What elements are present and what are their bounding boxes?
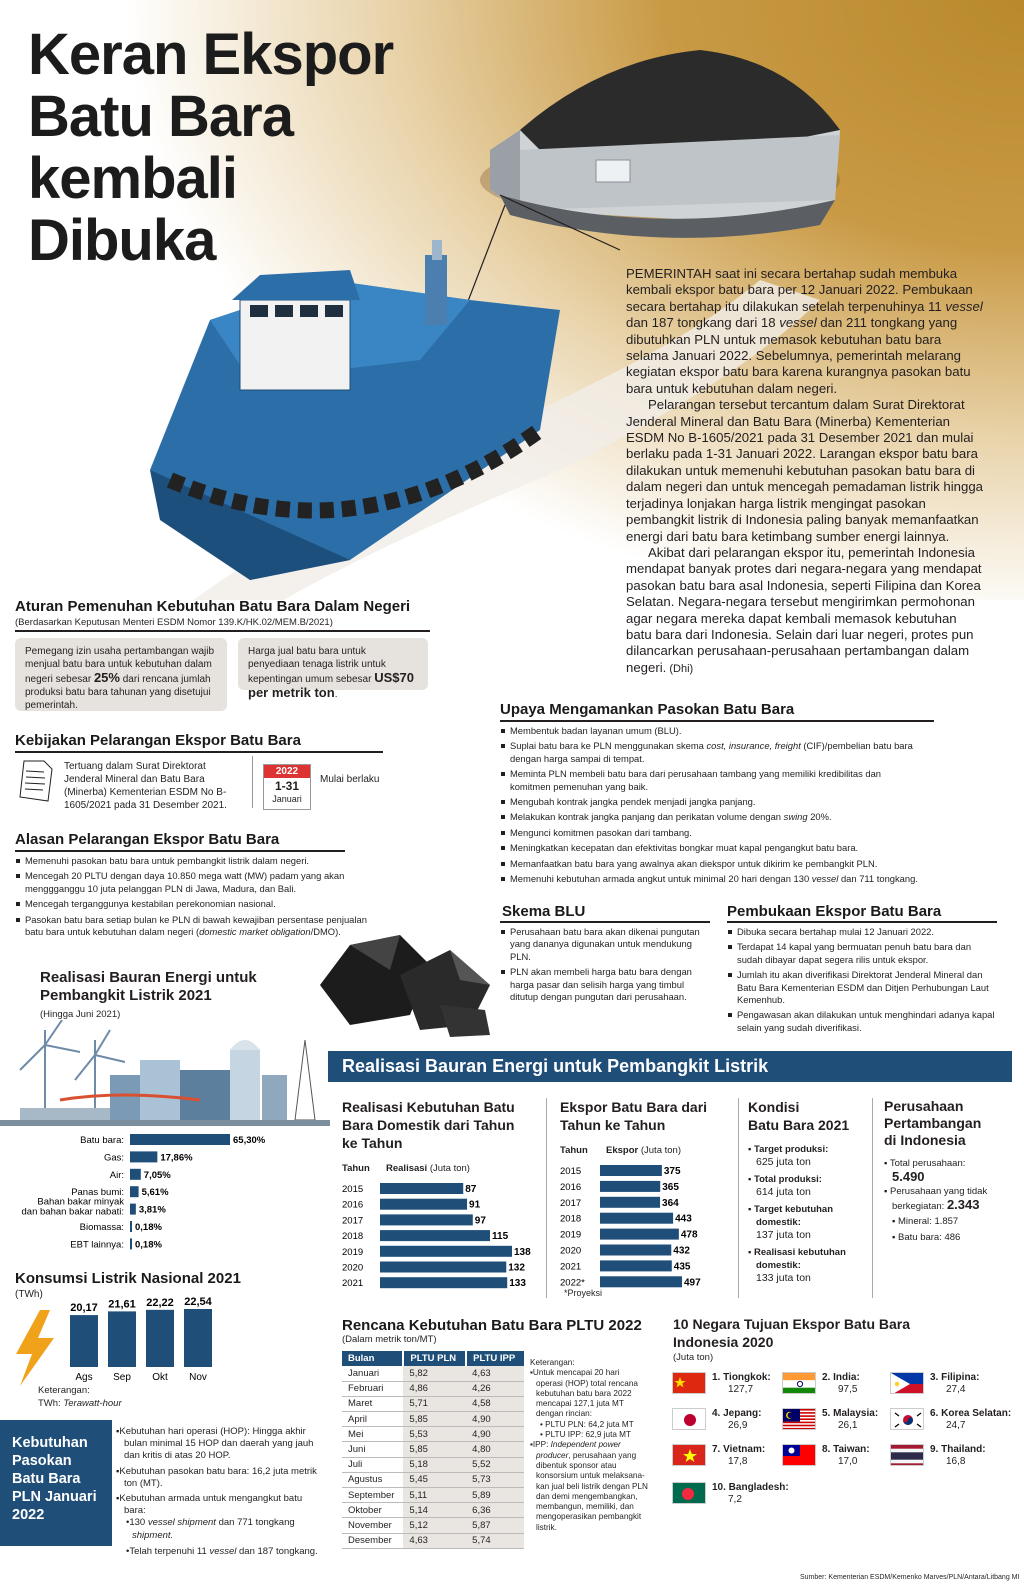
- mix-category-label: Batu bara:: [80, 1135, 124, 1146]
- flag-icon: [782, 1444, 816, 1466]
- list-item: ▪Kebutuhan pasokan batu bara: 16,2 juta metrik ton (MT).: [116, 1465, 317, 1489]
- bauran2021-title-line: Pembangkit Listrik 2021: [40, 987, 212, 1004]
- konsumsi-unit: (TWh): [15, 1289, 43, 1300]
- country-name: 4. Jepang:: [712, 1408, 762, 1419]
- table-cell-value: 5,45: [403, 1472, 466, 1487]
- ekspor-year-label: 2022*: [560, 1277, 585, 1288]
- negara-subtitle: (Juta ton): [673, 1352, 714, 1363]
- mix-value-label: 7,05%: [143, 1169, 171, 1181]
- table-cell-value: 5,52: [466, 1457, 524, 1472]
- table-cell-value: 4,80: [466, 1442, 524, 1457]
- article-body: [626, 266, 984, 677]
- kondisi-title-line: Batu Bara 2021: [748, 1117, 850, 1133]
- country-value: 16,8: [946, 1456, 966, 1467]
- konsumsi-value-label: 21,61: [108, 1298, 136, 1311]
- kondisi-value: 133 juta ton: [756, 1272, 811, 1284]
- kondisi-value: 614 juta ton: [756, 1186, 811, 1198]
- list-item: ▪Kebutuhan armada untuk mengangkut batu bara:: [116, 1493, 303, 1517]
- table-cell-month: September: [342, 1488, 403, 1503]
- perusahaan-mineral: ▪ Mineral: 1.857: [892, 1216, 959, 1227]
- ekspor-bar: [600, 1197, 660, 1208]
- table-cell-month: Agustus: [342, 1472, 403, 1487]
- domestik-bar: [380, 1262, 506, 1273]
- country-name: 7. Vietnam:: [712, 1444, 766, 1455]
- ekspor-value-label: 364: [662, 1197, 679, 1209]
- ekspor-col-tahun: Tahun: [560, 1145, 588, 1156]
- divider: [15, 850, 345, 852]
- domestik-value-label: 132: [508, 1262, 525, 1274]
- country-value: 17,8: [728, 1456, 748, 1467]
- kondisi-label: ▪ Target kebutuhan domestik:: [748, 1204, 834, 1228]
- mix-bar: [130, 1186, 139, 1197]
- table-row: [342, 1366, 524, 1381]
- ekspor-bar: [600, 1245, 671, 1256]
- rencana-title: Rencana Kebutuhan Batu Bara PLTU 2022: [342, 1317, 642, 1334]
- list-item: Mengunci komitmen pasokan dari tambang.: [500, 827, 920, 839]
- table-cell-value: 5,11: [403, 1488, 466, 1503]
- konsumsi-bar: [146, 1310, 174, 1367]
- table-cell-month: November: [342, 1518, 403, 1533]
- table-cell-value: 5,74: [466, 1533, 524, 1548]
- country-name: 9. Thailand:: [930, 1444, 986, 1455]
- flag-icon: [890, 1372, 924, 1394]
- ekspor-year-label: 2020: [560, 1245, 582, 1257]
- ekspor-bar: [600, 1229, 679, 1240]
- blu-title: Skema BLU: [502, 903, 586, 920]
- pembukaan-list: [727, 926, 999, 1037]
- mix-bar: [130, 1134, 230, 1145]
- list-item: Melakukan kontrak jangka panjang dan perikatan volume dengan swing 20%.: [500, 811, 920, 823]
- table-cell-value: 4,86: [403, 1381, 466, 1396]
- table-cell-value: 4,26: [466, 1381, 524, 1396]
- list-item: Pasokan batu bara setiap bulan ke PLN di bawah kewajiban persentase penjualan batu bara untuk kebutuhan dalam negeri (domestic market obligation/DMO).: [15, 914, 375, 939]
- divider: [15, 751, 383, 753]
- table-cell-value: 5,89: [466, 1488, 524, 1503]
- konsumsi-chart: [60, 1295, 240, 1390]
- domestik-value-label: 91: [469, 1199, 481, 1211]
- blu-list: [500, 926, 708, 1006]
- country-name: 3. Filipina:: [930, 1372, 980, 1383]
- table-cell-value: 4,63: [403, 1533, 466, 1548]
- domestik-bar: [380, 1230, 490, 1241]
- negara-title-line: Indonesia 2020: [673, 1334, 774, 1350]
- flag-icon: [672, 1372, 706, 1394]
- perusahaan-batubara: ▪ Batu bara: 486: [892, 1231, 961, 1243]
- divider: [500, 921, 710, 923]
- calendar-month: Januari: [272, 794, 302, 804]
- table-cell-month: Juli: [342, 1457, 403, 1472]
- divider: [252, 756, 253, 808]
- mix-value-label: 0,18%: [135, 1239, 162, 1251]
- konsumsi-month-label: Ags: [75, 1372, 93, 1383]
- table-cell-value: 5,71: [403, 1396, 466, 1411]
- ekspor-bar: [600, 1276, 682, 1287]
- domestik-col-tahun: Tahun: [342, 1163, 370, 1174]
- source-credit: Sumber: Kementerian ESDM/Kemenko Marves/PLN/Antara/Litbang MI: [800, 1574, 1020, 1581]
- list-item: Memenuhi kebutuhan armada angkut untuk minimal 20 hari dengan 130 vessel dan 711 tongkang.: [500, 873, 920, 885]
- kondisi-title: [748, 1098, 849, 1134]
- country-value: 17,0: [838, 1456, 858, 1467]
- kondisi-value: 137 juta ton: [756, 1229, 811, 1241]
- divider: [500, 720, 934, 722]
- aturan-box-dmo: Pemegang izin usaha pertambangan wajib menjual batu bara untuk kebutuhan dalam negeri sebesar 25% dari rencana jumlah produksi batu bara tahunan yang disetujui pemerintah.: [15, 638, 227, 711]
- table-cell-value: 5,85: [403, 1412, 466, 1427]
- country-value: 27,4: [946, 1384, 966, 1395]
- ekspor-value-label: 365: [662, 1181, 679, 1193]
- perusahaan-title: [884, 1098, 981, 1149]
- ekspor-year-label: 2021: [560, 1261, 582, 1273]
- domestik-bar: [380, 1246, 512, 1257]
- mix-bar: [130, 1221, 132, 1232]
- table-cell-value: 5,82: [403, 1366, 466, 1381]
- table-cell-value: 5,87: [466, 1518, 524, 1533]
- kondisi-value: 625 juta ton: [756, 1156, 811, 1168]
- table-row: [342, 1396, 524, 1411]
- lightning-icon: [10, 1308, 60, 1388]
- domestik-year-label: 2015: [342, 1184, 364, 1195]
- ekspor-value-label: 435: [673, 1261, 691, 1273]
- perusahaan-title-line: di Indonesia: [884, 1132, 966, 1148]
- table-header: PLTU IPP: [466, 1351, 524, 1366]
- country-value: 24,7: [946, 1420, 966, 1431]
- konsumsi-bar: [108, 1311, 136, 1367]
- table-cell-value: 5,14: [403, 1503, 466, 1518]
- divider: [727, 921, 997, 923]
- table-cell-value: 4,90: [466, 1412, 524, 1427]
- keterangan-sub-item: • PLTU IPP: 62,9 juta MT: [540, 1430, 632, 1440]
- mix-value-label: 65,30%: [233, 1135, 266, 1146]
- list-sub-item: •130 vessel shipment dan 771 tongkang shipment.: [126, 1517, 295, 1541]
- title-line-1: Keran Ekspor: [28, 22, 394, 87]
- upaya-title: Upaya Mengamankan Pasokan Batu Bara: [500, 701, 795, 718]
- konsumsi-bar: [70, 1315, 98, 1367]
- konsumsi-month-label: Sep: [113, 1372, 131, 1383]
- calendar-icon: [263, 764, 311, 810]
- aturan-box-harga: Harga jual batu bara untuk penyediaan tenaga listrik untuk kepentingan umum sebesar US$70 per metrik ton.: [238, 638, 428, 690]
- flag-icon: [890, 1444, 924, 1466]
- table-cell-month: Oktober: [342, 1503, 403, 1518]
- table-cell-value: 5,85: [403, 1442, 466, 1457]
- table-row: [342, 1488, 524, 1503]
- mix-bar: [130, 1238, 132, 1249]
- konsumsi-title: Konsumsi Listrik Nasional 2021: [15, 1270, 241, 1287]
- list-item: Membentuk badan layanan umum (BLU).: [500, 725, 920, 737]
- konsumsi-bar: [184, 1309, 212, 1367]
- table-cell-value: 4,58: [466, 1396, 524, 1411]
- table-row: [342, 1412, 524, 1427]
- title-line-4: Dibuka: [28, 208, 216, 273]
- table-header: Bulan: [342, 1351, 403, 1366]
- table-cell-month: Maret: [342, 1396, 403, 1411]
- mix-category-label: Panas bumi:: [71, 1187, 124, 1199]
- divider: [872, 1098, 873, 1298]
- list-item: Suplai batu bara ke PLN menggunakan skema cost, insurance, freight (CIF)/pembelian batu bara dengan harga sampai di tempat.: [500, 740, 920, 765]
- domestik-year-label: 2018: [342, 1231, 364, 1243]
- table-cell-month: Februari: [342, 1381, 403, 1396]
- mix-value-label: 0,18%: [135, 1222, 162, 1233]
- keterangan-item: ▪Untuk mencapai 20 hari operasi (HOP) total rencana kebutuhan batu bara 2022 mencapai 127,1 juta MT dengan rincian:: [530, 1368, 638, 1419]
- domestik-value-label: 133: [509, 1278, 526, 1290]
- konsumsi-month-label: Nov: [189, 1372, 207, 1383]
- ekspor-value-label: 375: [663, 1166, 681, 1177]
- rencana-keterangan: [530, 1358, 648, 1533]
- keterangan-text: TWh: Terawatt-hour: [38, 1398, 122, 1409]
- ekspor-bar: [600, 1181, 660, 1192]
- domestik-value-label: 115: [492, 1231, 509, 1243]
- table-row: [342, 1503, 524, 1518]
- ekspor-year-label: 2016: [560, 1181, 582, 1193]
- mix-category-label: Biomassa:: [79, 1222, 124, 1233]
- flag-icon: [672, 1444, 706, 1466]
- coal-image: [310, 925, 500, 1040]
- list-item: Pengawasan akan dilakukan untuk menghindari adanya kapal selain yang sudah diverifikasi.: [727, 1009, 999, 1034]
- country-name: 1. Tiongkok:: [712, 1372, 771, 1383]
- mix-category-label: EBT lainnya:: [70, 1239, 124, 1251]
- power-plant-illustration: [0, 1020, 330, 1130]
- list-item: Mengubah kontrak jangka pendek menjadi jangka panjang.: [500, 796, 920, 808]
- table-cell-month: Mei: [342, 1427, 403, 1442]
- article-paragraph-1: PEMERINTAH saat ini secara bertahap sudah membuka kembali ekspor batu bara per 12 Januari 2022. Pembukaan secara bertahap itu dilakukan setelah terpenuhinya 11 vessel dan 187 tongkang dari 18 vessel dan 211 tongkang yang dibutuhkan PLN untuk memasok kebutuhan batu bara selama Januari 2022. Sebelumnya, pemerintah melarang kegiatan ekspor batu bara karena kurangnya pasokan batu bara untuk kebutuhan dalam negeri.: [626, 266, 983, 396]
- table-row: [342, 1442, 524, 1457]
- list-item: Meminta PLN membeli batu bara dari perusahaan tambang yang memiliki kredibilitas dan komitmen pemenuhan yang baik.: [500, 768, 920, 793]
- title-line-2: Batu Bara: [28, 84, 293, 149]
- domestik-title: [342, 1098, 515, 1152]
- table-row: [342, 1518, 524, 1533]
- mix-value-label: 5,61%: [141, 1187, 169, 1199]
- list-item: Memanfaatkan batu bara yang awalnya akan diekspor untuk dikirim ke pembangkit PLN.: [500, 858, 920, 870]
- flag-icon: [782, 1408, 816, 1430]
- document-icon: [18, 759, 54, 803]
- konsumsi-value-label: 22,54: [184, 1296, 212, 1308]
- perusahaan-total: 5.490: [892, 1168, 925, 1184]
- upaya-list: [500, 725, 920, 888]
- table-row: [342, 1381, 524, 1396]
- ekspor-value-label: 478: [680, 1229, 698, 1241]
- kebijakan-text: Tertuang dalam Surat Direktorat Jenderal Mineral dan Batu Bara (Minerba) Kementerian ESDM No B-1605/2021 pada 31 Desember 2021.: [64, 761, 227, 811]
- mulai-berlaku: Mulai berlaku: [320, 774, 380, 785]
- list-item: Mencegah terganggunya kestabilan perekonomian nasional.: [15, 898, 375, 910]
- country-value: 26,9: [728, 1420, 748, 1431]
- domestik-year-label: 2020: [342, 1262, 364, 1274]
- keterangan-item: ▪IPP: Independent power producer, perusahaan yang dibentuk sponsor atau konsorsium untuk melaksana-kan jual beli listrik dengan PLN dan demi mengembangkan, membangun, memiliki, dan mengoperasikan pembangkit listrik.: [530, 1440, 648, 1532]
- bauran-banner: Realisasi Bauran Energi untuk Pembangkit Listrik: [328, 1051, 1012, 1082]
- alasan-title: Alasan Pelarangan Ekspor Batu Bara: [15, 831, 280, 848]
- ekspor-value-label: 443: [675, 1213, 692, 1225]
- article-paragraph-2: Pelarangan tersebut tercantum dalam Surat Direktorat Jenderal Mineral dan Batu Bara (Minerba) Kementerian ESDM No B-1605/2021 pada 31 Desember 2021 dan mulai berlaku pada 1-31 Januari 2022. Larangan ekspor batu bara dilakukan untuk memenuhi kebutuhan pasokan batu bara di dalam negeri dan untuk mencegah pemadaman listrik hingga terjadinya lonjakan harga listrik mengingat pasokan pembangkit listrik di Indonesia paling banyak memanfaatkan energi dari batu bara ketimbang sumber energi lainnya.: [626, 397, 984, 544]
- kondisi-list: [748, 1143, 868, 1285]
- aturan-subtitle: (Berdasarkan Keputusan Menteri ESDM Nomor 139.K/HK.02/MEM.B/2021): [15, 617, 333, 628]
- rencana-table: [342, 1351, 524, 1549]
- domestik-value-label: 138: [514, 1246, 531, 1258]
- kondisi-label: ▪ Total produksi:: [748, 1174, 822, 1185]
- domestik-title-line: ke Tahun: [342, 1135, 403, 1151]
- list-item: Memenuhi pasokan batu bara untuk pembangkit listrik dalam negeri.: [15, 855, 375, 867]
- ekspor-note: *Proyeksi: [564, 1288, 603, 1298]
- domestik-title-line: Realisasi Kebutuhan Batu: [342, 1099, 515, 1115]
- calendar-year: 2022: [264, 765, 310, 778]
- konsumsi-value-label: 20,17: [70, 1302, 98, 1315]
- table-cell-value: 4,63: [466, 1366, 524, 1381]
- domestik-bar: [380, 1199, 467, 1210]
- ekspor-year-label: 2019: [560, 1229, 582, 1241]
- ekspor-bar: [600, 1213, 673, 1224]
- country-name: 6. Korea Selatan:: [930, 1408, 1012, 1419]
- domestik-chart: [340, 1178, 540, 1290]
- country-value: 97,5: [838, 1384, 858, 1395]
- table-header: PLTU PLN: [403, 1351, 466, 1366]
- domestik-title-line: Bara Domestik dari Tahun: [342, 1117, 515, 1133]
- rencana-subtitle: (Dalam metrik ton/MT): [342, 1334, 437, 1345]
- country-name: 10. Bangladesh:: [712, 1482, 789, 1493]
- bauran2021-title: [40, 969, 257, 1005]
- bauran2021-title-line: Realisasi Bauran Energi untuk: [40, 969, 257, 986]
- kondisi-title-line: Kondisi: [748, 1099, 800, 1115]
- kondisi-label: ▪ Realisasi kebutuhan domestik:: [748, 1247, 846, 1271]
- table-cell-month: Desember: [342, 1533, 403, 1548]
- bauran2021-subtitle: (Hingga Juni 2021): [40, 1009, 121, 1020]
- ekspor-value-label: 497: [684, 1277, 701, 1288]
- kebijakan-title: Kebijakan Pelarangan Ekspor Batu Bara: [15, 732, 301, 749]
- table-cell-value: 5,18: [403, 1457, 466, 1472]
- negara-title-line: 10 Negara Tujuan Ekspor Batu Bara: [673, 1316, 911, 1332]
- energy-mix-chart: [0, 1128, 330, 1252]
- domestik-bar: [380, 1183, 463, 1194]
- flag-icon: [782, 1372, 816, 1394]
- ekspor-year-label: 2017: [560, 1197, 582, 1209]
- list-item: ▪Kebutuhan hari operasi (HOP): Hingga akhir bulan minimal 15 HOP dan daerah yang jauh dan kritis di atas 20 HOP.: [116, 1426, 314, 1462]
- domestik-value-label: 97: [474, 1215, 486, 1227]
- list-item: Dibuka secara bertahap mulai 12 Januari 2022.: [727, 926, 999, 938]
- ekspor-value-label: 432: [673, 1245, 690, 1257]
- flag-icon: [890, 1408, 924, 1430]
- perusahaan-title-line: Pertambangan: [884, 1115, 982, 1131]
- divider: [15, 630, 430, 632]
- domestik-bar: [380, 1277, 507, 1288]
- keterangan-sub-item: • PLTU PLN: 64,2 juta MT: [540, 1419, 634, 1429]
- ekspor-col-ekspor: Ekspor (Juta ton): [606, 1145, 681, 1156]
- pln-title: Kebutuhan Pasokan Batu Bara PLN Januari 2022: [0, 1420, 112, 1546]
- perusahaan-list: [884, 1158, 1014, 1244]
- ekspor-title: [560, 1098, 707, 1134]
- aturan-title: Aturan Pemenuhan Kebutuhan Batu Bara Dalam Negeri: [15, 598, 411, 615]
- konsumsi-keterangan: [38, 1384, 122, 1410]
- ekspor-bar: [600, 1260, 672, 1271]
- domestik-year-label: 2016: [342, 1199, 364, 1211]
- table-header-row: [342, 1351, 524, 1366]
- domestik-year-label: 2019: [342, 1246, 364, 1258]
- mix-bar: [130, 1204, 136, 1215]
- pembukaan-title: Pembukaan Ekspor Batu Bara: [727, 903, 942, 920]
- domestik-year-label: 2017: [342, 1215, 364, 1227]
- mix-value-label: 17,86%: [160, 1152, 193, 1164]
- konsumsi-value-label: 22,22: [146, 1296, 174, 1309]
- table-cell-value: 5,73: [466, 1472, 524, 1487]
- flag-icon: [672, 1408, 706, 1430]
- divider: [546, 1098, 547, 1298]
- table-cell-value: 5,53: [403, 1427, 466, 1442]
- article-paragraph-3: Akibat dari pelarangan ekspor itu, pemerintah Indonesia mendapat banyak protes dari negara-negara yang mendapat pasokan batu bara asal Indonesia, seperti Filipina dan Korea Selatan. Negara-negara tersebut mengirimkan permohonan agar negara mereka dapat kembali memasok kebutuhan batu bara dari Indonesia. Selain dari luar negeri, protes pun dilancarkan perusahaan-perusahaan pertambangan dalam negeri. (Dhi): [626, 544, 982, 675]
- ekspor-title-line: Tahun ke Tahun: [560, 1117, 666, 1133]
- mix-category-label: dan bahan bakar nabati:: [21, 1206, 124, 1218]
- perusahaan-label: ▪ Total perusahaan:: [884, 1158, 966, 1169]
- domestik-value-label: 87: [465, 1184, 477, 1195]
- domestik-bar: [380, 1214, 473, 1225]
- main-title: [28, 24, 393, 272]
- table-cell-value: 6,36: [466, 1503, 524, 1518]
- perusahaan-label: ▪ Perusahaan yang tidak berkegiatan: 2.343: [884, 1186, 988, 1212]
- list-item: Mencegah 20 PLTU dengan daya 10.850 mega watt (MW) padam yang akan menggganggu 10 juta pelanggan PLN di Jawa, Madura, dan Bali.: [15, 870, 375, 895]
- table-cell-month: Juni: [342, 1442, 403, 1457]
- mix-value-label: 3,81%: [138, 1204, 166, 1216]
- negara-title: [673, 1315, 910, 1351]
- mix-category-label: Bahan bakar minyak: [37, 1196, 124, 1208]
- title-line-3: kembali: [28, 146, 237, 211]
- table-cell-month: April: [342, 1412, 403, 1427]
- konsumsi-month-label: Okt: [152, 1372, 168, 1383]
- list-item: Terdapat 14 kapal yang bermuatan penuh batu bara dan sudah dibayar dapat segera rilis untuk ekspor.: [727, 941, 999, 966]
- country-value: 26,1: [838, 1420, 858, 1431]
- domestik-year-label: 2021: [342, 1278, 364, 1290]
- ekspor-bar: [600, 1165, 662, 1176]
- domestik-col-realisasi: Realisasi (Juta ton): [386, 1163, 470, 1174]
- list-item: Jumlah itu akan diverifikasi Direktorat Jenderal Mineral dan Batu Bara Kementerian ESDM dan Ditjen Perhubungan Laut Kemenhub.: [727, 969, 999, 1006]
- divider: [738, 1098, 739, 1298]
- table-row: [342, 1472, 524, 1487]
- country-name: 8. Taiwan:: [822, 1444, 870, 1455]
- country-value: 7,2: [728, 1494, 742, 1505]
- mix-bar: [130, 1151, 157, 1162]
- table-cell-value: 4,90: [466, 1427, 524, 1442]
- ekspor-year-label: 2018: [560, 1213, 582, 1225]
- country-name: 2. India:: [822, 1372, 860, 1383]
- country-name: 5. Malaysia:: [822, 1408, 879, 1419]
- mix-category-label: Gas:: [103, 1152, 124, 1164]
- list-item: Meningkatkan kecepatan dan efektivitas bongkar muat kapal pengangkut batu bara.: [500, 842, 920, 854]
- list-item: Perusahaan batu bara akan dikenai pungutan yang dananya digunakan untuk mendukung PLN.: [500, 926, 708, 963]
- kondisi-label: ▪ Target produksi:: [748, 1144, 829, 1155]
- list-sub-item: •Telah terpenuhi 11 vessel dan 187 tongkang.: [126, 1545, 318, 1557]
- mix-bar: [130, 1169, 141, 1180]
- perusahaan-title-line: Perusahaan: [884, 1098, 964, 1114]
- table-cell-value: 5,12: [403, 1518, 466, 1533]
- country-grid: [660, 1368, 1020, 1518]
- ekspor-chart: [558, 1160, 738, 1288]
- calendar-days: 1-31: [274, 779, 300, 793]
- list-item: PLN akan membeli harga batu bara dengan harga pasar dan selisih harga yang timbul ditutup dengan pungutan dari perusahaan.: [500, 966, 708, 1003]
- table-row: [342, 1427, 524, 1442]
- keterangan-title: Keterangan:: [530, 1358, 575, 1367]
- country-value: 127,7: [728, 1384, 754, 1395]
- table-row: [342, 1457, 524, 1472]
- flag-icon: [672, 1482, 706, 1504]
- mix-category-label: Air:: [109, 1169, 124, 1181]
- table-row: [342, 1533, 524, 1548]
- ekspor-year-label: 2015: [560, 1166, 582, 1177]
- ekspor-title-line: Ekspor Batu Bara dari: [560, 1099, 708, 1115]
- table-cell-month: Januari: [342, 1366, 403, 1381]
- keterangan-label: Keterangan:: [38, 1385, 90, 1396]
- pln-list: [116, 1426, 326, 1558]
